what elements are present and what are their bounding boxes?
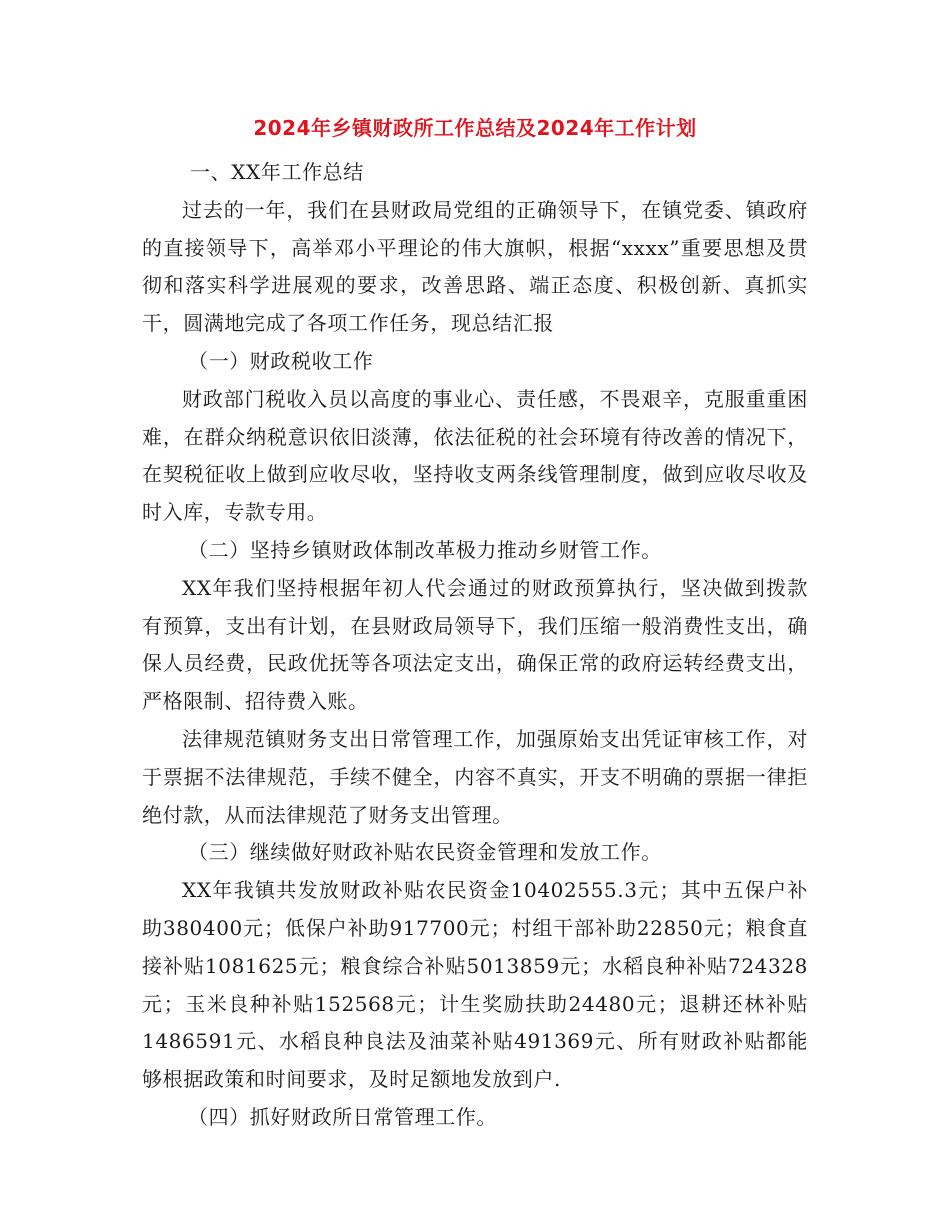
subsection-2-heading: （二）坚持乡镇财政体制改革极力推动乡财管工作。 (188, 537, 662, 562)
document-title: 2024年乡镇财政所工作总结及2024年工作计划 (253, 116, 697, 140)
subsection-2-paragraph-1: XX年我们坚持根据年初人代会通过的财政预算执行，坚决做到拨款有预算，支出有计划，在县财政局领导下，我们压缩一般消费性支出，确保人员经费，民政优抚等各项法定支出，确保正常的政府运转经费支出，严格限制、招待费入账。 (142, 575, 808, 714)
section-1-heading: 一、XX年工作总结 (190, 160, 364, 184)
subsection-3-heading: （三）继续做好财政补贴农民资金管理和发放工作。 (188, 840, 662, 865)
subsection-2-paragraph-2: 法律规范镇财务支出日常管理工作，加强原始支出凭证审核工作，对于票据不法律规范，手续不健全，内容不真实，开支不明确的票据一律拒绝付款，从而法律规范了财务支出管理。 (142, 726, 808, 827)
subsection-1-heading: （一）财政税收工作 (188, 348, 374, 373)
intro-paragraph: 过去的一年，我们在县财政局党组的正确领导下，在镇党委、镇政府的直接领导下，高举邓小平理论的伟大旗帜，根据“xxxx”重要思想及贯彻和落实科学进展观的要求，改善思路、端正态度、积极创新、真抓实干，圆满地完成了各项工作任务，现总结汇报 (142, 197, 808, 336)
document-page (142, 108, 808, 1137)
subsection-1-paragraph: 财政部门税收入员以高度的事业心、责任感，不畏艰辛，克服重重困难，在群众纳税意识依旧淡薄，依法征税的社会环境有待改善的情况下，在契税征收上做到应收尽收，坚持收支两条线管理制度，做到应收尽收及时入库，专款专用。 (142, 386, 808, 525)
subsection-4-heading: （四）抓好财政所日常管理工作。 (188, 1104, 497, 1129)
subsection-3-paragraph: XX年我镇共发放财政补贴农民资金10402555.3元；其中五保户补助380400元；低保户补助917700元；村组干部补助22850元；粮食直接补贴1081625元；粮食综合补贴5013859元；水稻良种补贴724328元；玉米良种补贴152568元；计生奖励扶助24480元；退耕还林补贴1486591元、水稻良种良法及油菜补贴491369元、所有财政补贴都能够根据政策和时间要求，及时足额地发放到户. (142, 878, 808, 1092)
